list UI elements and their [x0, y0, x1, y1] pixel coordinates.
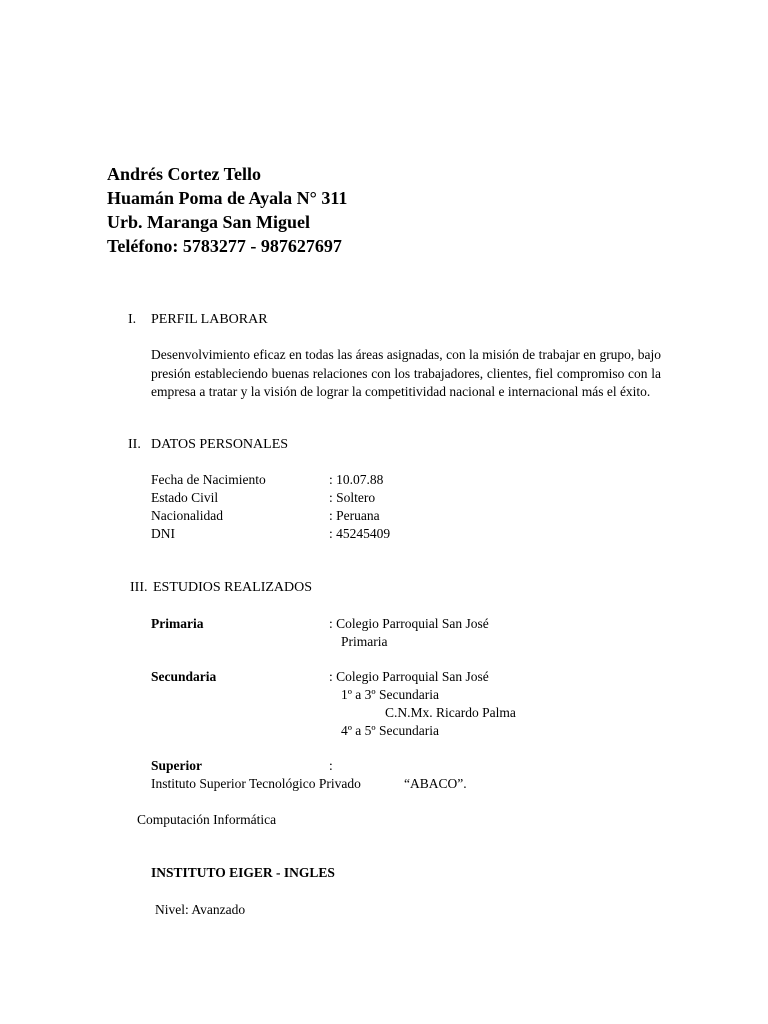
datos-value-dni: : 45245409 [329, 526, 391, 541]
estudios-secundaria-school: : Colegio Parroquial San José [329, 669, 489, 684]
estudios-primaria-label: Primaria [151, 616, 204, 631]
estudios-ingles-title: INSTITUTO EIGER - INGLES [151, 865, 335, 880]
datos-label-nacimiento: Fecha de Nacimiento [151, 472, 266, 487]
section-number-datos: II. [128, 437, 141, 452]
perfil-paragraph: Desenvolvimiento eficaz en todas las áreas asignadas, con la misión de trabajar en grupo, bajo presión estableciendo buenas relaciones con los trabajadores, clientes, fiel compromiso con la empresa a tratar y la visión de lograr la competitividad nacional e internacional más el éxito. [151, 347, 661, 399]
estudios-secundaria-grades-1: 1º a 3º Secundaria [341, 687, 439, 702]
section-number-estudios: III. [130, 580, 148, 595]
datos-value-estado-civil: : Soltero [329, 490, 376, 505]
section-number-perfil: I. [128, 312, 137, 327]
datos-value-nacionalidad: : Peruana [329, 508, 380, 523]
estudios-primaria-level: Primaria [341, 634, 388, 649]
estudios-secundaria-school-2: C.N.Mx. Ricardo Palma [385, 705, 516, 720]
section-title-estudios: ESTUDIOS REALIZADOS [153, 580, 313, 595]
estudios-secundaria-grades-2: 4º a 5º Secundaria [341, 723, 439, 738]
applicant-district: Urb. Maranga San Miguel [107, 212, 311, 232]
datos-value-nacimiento: : 10.07.88 [329, 472, 384, 487]
estudios-secundaria-label: Secundaria [151, 669, 217, 684]
section-title-perfil: PERFIL LABORAR [151, 312, 268, 327]
estudios-superior-institute: Instituto Superior Tecnológico Privado [151, 776, 361, 791]
section-title-datos: DATOS PERSONALES [151, 437, 289, 452]
estudios-primaria-school: : Colegio Parroquial San José [329, 616, 489, 631]
applicant-phone: Teléfono: 5783277 - 987627697 [107, 236, 342, 256]
datos-label-estado-civil: Estado Civil [151, 490, 219, 505]
estudios-superior-label: Superior [151, 758, 203, 773]
applicant-name: Andrés Cortez Tello [107, 164, 261, 184]
applicant-address: Huamán Poma de Ayala N° 311 [107, 188, 348, 208]
estudios-superior-institute-name: “ABACO”. [404, 776, 467, 791]
estudios-superior-career: Computación Informática [137, 812, 277, 827]
datos-label-nacionalidad: Nacionalidad [151, 508, 223, 523]
datos-label-dni: DNI [151, 526, 175, 541]
estudios-superior-colon: : [329, 758, 333, 773]
estudios-ingles-level: Nivel: Avanzado [155, 902, 246, 917]
